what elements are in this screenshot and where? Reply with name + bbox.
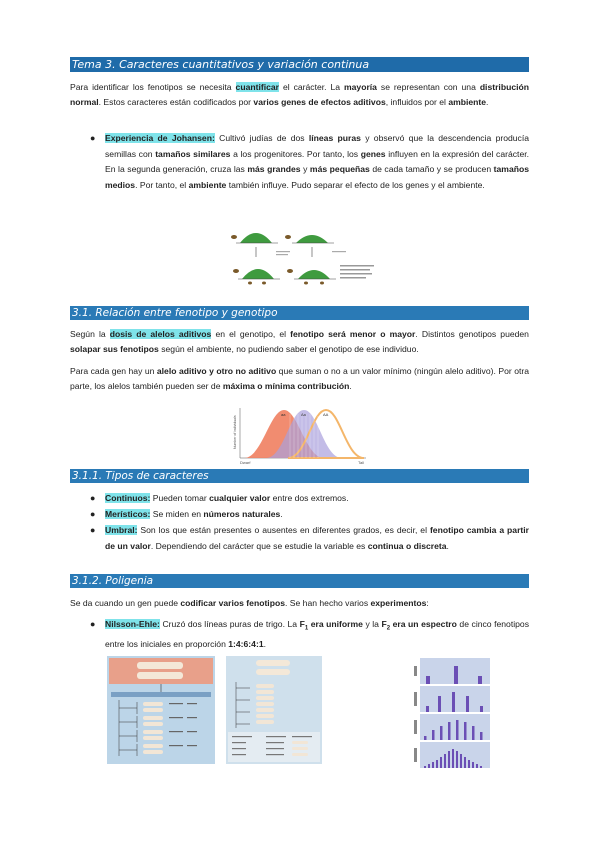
axis-y-label: Number of individuals <box>233 415 237 449</box>
johansen-figure <box>228 221 378 289</box>
label-Aa: Aa <box>301 412 306 417</box>
johansen-bullet: ● Experiencia de Johansen: Cultivó judías de dos líneas puras y observó que la descendencia producía semillas con tamaños similares a los progenitores. Por tanto, los genes influyen en la expresión del carácter. En la segunda generación, cruza las más grandes y más pequeñas de cada tamaño y se producen tamaños medios. Por tanto, el ambiente también influye. Pudo separar el efecto de los genes y el ambiente. <box>90 133 530 190</box>
list-item-meristicos: ● Merísticos: Se miden en números naturales. <box>105 507 529 523</box>
bullet-dot: ● <box>90 133 96 143</box>
section-heading-3-1: 3.1. Relación entre fenotipo y genotipo <box>70 306 529 320</box>
bullet-dot: ● <box>90 525 96 535</box>
section-heading-3-1-1: 3.1.1. Tipos de caracteres <box>70 469 529 483</box>
wheat-cross-diagram-2 <box>226 656 322 764</box>
section-heading-3-1-2: 3.1.2. Poligenia <box>70 574 529 588</box>
bullet-dot: ● <box>90 619 96 629</box>
wheat-cross-diagram-1 <box>107 656 215 764</box>
genotype-paragraph-1: Según la dosis de alelos aditivos en el genotipo, el fenotipo será menor o mayor. Distintos genotipos pueden solapar sus fenotipos según el ambiente, no pudiendo saber el genotipo de ese individuo. <box>70 329 529 354</box>
label-AA: AA <box>323 412 329 417</box>
polygeny-paragraph: Se da cuando un gen puede codificar varios fenotipos. Se han hecho varios experimentos: <box>70 598 429 608</box>
intro-paragraph: Para identificar los fenotipos se necesita cuantificar el carácter. La mayoría se representan con una distribución normal. Estos caracteres están codificados por varios genes de efectos aditivos, influidos por el ambiente. <box>70 82 529 107</box>
list-item-umbral: ● Umbral: Son los que están presentes o ausentes en diferentes grados, es decir, el fenotipo cambia a partir de un valor. Dependiendo del carácter que se estudie la variable es continua o discreta. <box>90 525 530 551</box>
page-title: Tema 3. Caracteres cuantitativos y variación continua <box>70 57 529 72</box>
list-item-continuos: ● Continuos: Pueden tomar cualquier valor entre dos extremos. <box>105 491 529 507</box>
genotype-paragraph-2: Para cada gen hay un alelo aditivo y otro no aditivo que suman o no a un valor mínimo (ningún alelo aditivo). Por otra parte, los alelos también pueden ser de máxima o mínima contribución. <box>70 366 529 391</box>
axis-x-max: Tall <box>358 460 365 465</box>
bullet-dot: ● <box>90 493 96 503</box>
bullet-dot: ● <box>90 509 96 519</box>
genotype-distribution-figure <box>230 404 370 466</box>
axis-x-min: Dwarf <box>240 460 251 465</box>
label-aa: aa <box>281 412 286 417</box>
list-item-nilsson-ehle: ● Nilsson-Ehle: Cruzó dos líneas puras de trigo. La $F_1$ era uniforme y la $F_2$ era un espectro de cinco fenotipos entre los iniciales en proporción 1:4:6:4:1. <box>90 619 529 650</box>
phenotype-histograms <box>414 656 492 768</box>
